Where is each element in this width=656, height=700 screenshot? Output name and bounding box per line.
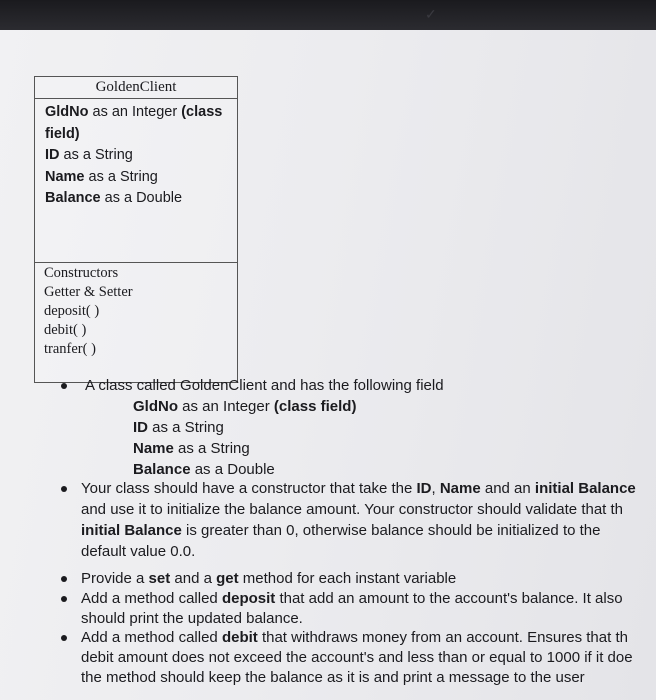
uml-method: Constructors [44, 265, 119, 281]
uml-method: debit( ) [44, 322, 87, 338]
bullet-text: initial Balance is greater than 0, otherwise balance should be initialized to the [81, 522, 601, 539]
bullet-dot [61, 576, 67, 582]
field-line: GldNo as an Integer (class field) [133, 398, 357, 415]
uml-method: tranfer( ) [44, 341, 96, 357]
bullet-text: Add a method called debit that withdraws money from an account. Ensures that th [81, 629, 628, 646]
uml-field: field) [45, 125, 80, 142]
uml-class-box [34, 76, 238, 383]
field-line: Name as a String [133, 440, 250, 457]
faint-check-icon: ✓ [425, 6, 437, 22]
bullet-dot [61, 635, 67, 641]
bullet-dot [61, 486, 67, 492]
bullet-text: A class called GoldenClient and has the following field [85, 377, 444, 394]
uml-class-name: GoldenClient [35, 77, 237, 99]
bullet-text: Your class should have a constructor that take the ID, Name and an initial Balance [81, 480, 636, 497]
bullet-dot [61, 383, 67, 389]
uml-method: Getter & Setter [44, 284, 133, 300]
bullet-text: should print the updated balance. [81, 610, 303, 627]
bullet-dot [61, 596, 67, 602]
uml-field: Balance as a Double [45, 190, 183, 206]
bullet-text: Add a method called deposit that add an amount to the account's balance. It also [81, 590, 623, 607]
bullet-text: default value 0.0. [81, 543, 196, 560]
uml-method: deposit( ) [44, 303, 100, 319]
uml-field: GldNo as an Integer (class [45, 104, 223, 120]
top-dark-bar [0, 0, 656, 30]
uml-field: Name as a String [45, 168, 158, 185]
document-page [0, 30, 656, 700]
field-line: ID as a String [133, 419, 224, 436]
bullet-text: and use it to initialize the balance amount. Your constructor should validate that th [81, 501, 624, 518]
bullet-text: Provide a set and a get method for each instant variable [81, 570, 457, 587]
bullet-text: debit amount does not exceed the account's and less than or equal to 1000 if it doe [81, 649, 633, 666]
uml-fields-section [35, 99, 237, 263]
bullet-text: the method should keep the balance as it is and print a message to the user [81, 669, 585, 686]
uml-methods-section [35, 263, 237, 359]
uml-field: ID as a String [45, 147, 133, 163]
field-line: Balance as a Double [133, 461, 275, 478]
